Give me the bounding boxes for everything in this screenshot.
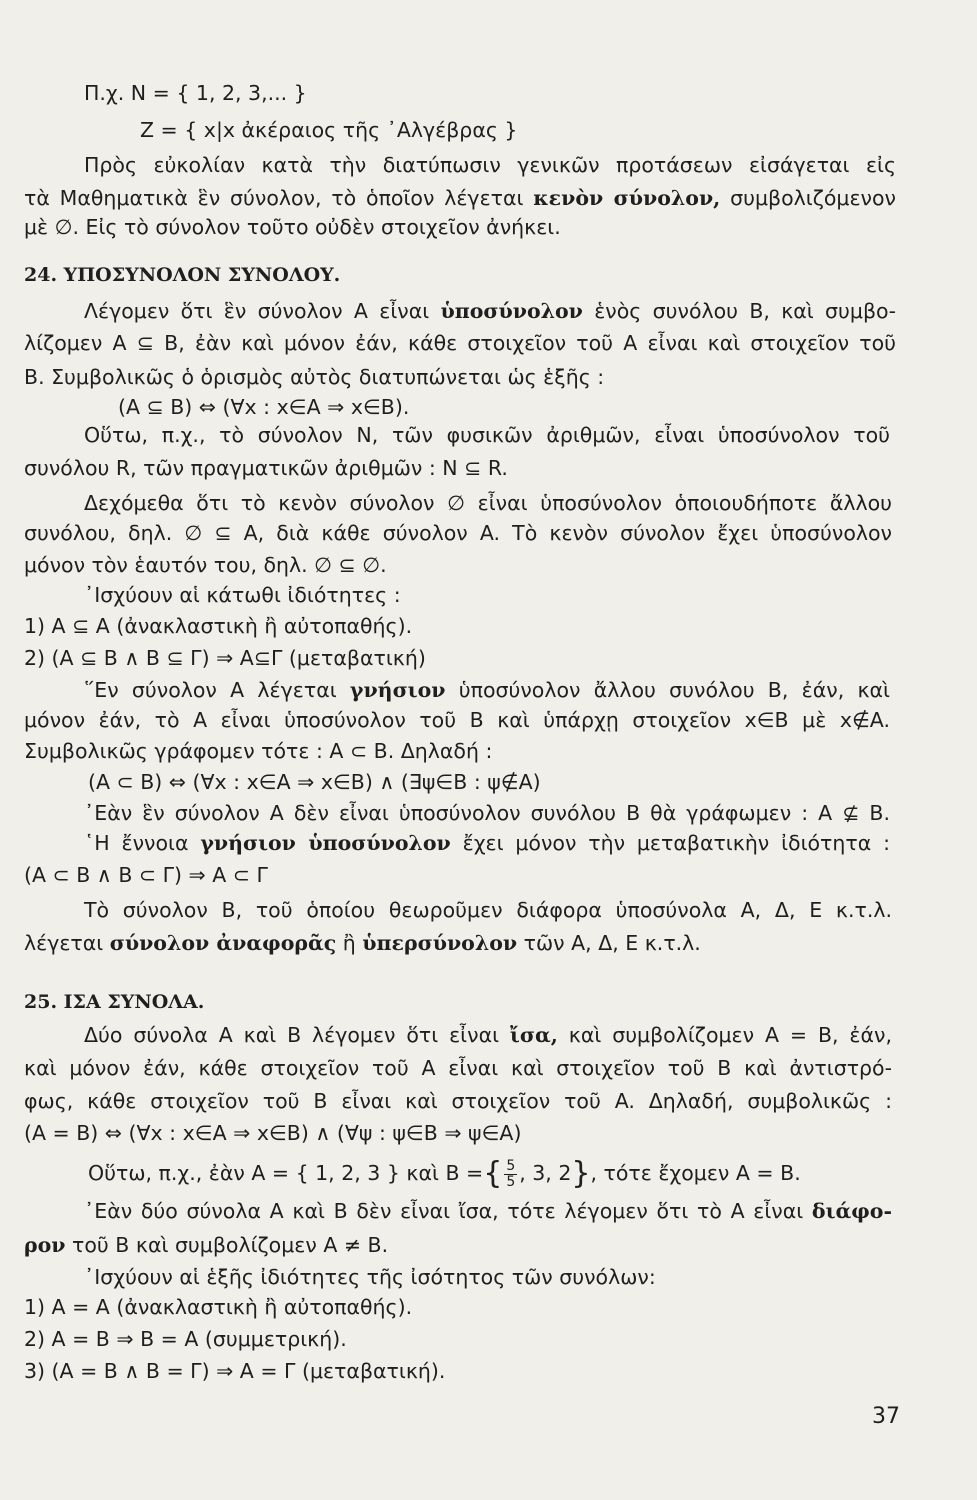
text-line: B. Συμβολικῶς ὁ ὁρισμὸς αὐτὸς διατυπώνεται ὡς ἑξῆς :: [24, 365, 605, 389]
text-line: μὲ ∅. Εἰς τὸ σύνολον τοῦτο οὐδὲν στοιχεῖον ἀνήκει.: [24, 215, 561, 239]
property-item: 2) (A ⊆ B ∧ B ⊆ Γ) ⇒ A⊆Γ (μεταβατική): [24, 646, 426, 670]
text-line: ᾿Εὰν ἓν σύνολον A δὲν εἶναι ὑποσύνολον συνόλου B θὰ γράφωμεν : A ⊈ B.: [84, 801, 890, 825]
text-line: λίζομεν A ⊆ B, ἐὰν καὶ μόνον ἐάν, κάθε στοιχεῖον τοῦ A εἶναι καὶ στοιχεῖον τοῦ: [24, 331, 896, 355]
section-heading-25: 25. ΙΣΑ ΣΥΝΟΛΑ.: [24, 991, 205, 1013]
text-line: ῾Η ἔννοια γνήσιον ὑποσύνολον ἔχει μόνον τὴν μεταβατικὴν ἰδιότητα :: [84, 831, 890, 855]
text-line: μόνον ἐάν, τὸ A εἶναι ὑποσύνολον τοῦ B καὶ ὑπάρχῃ στοιχεῖον x∈B μὲ x∉A.: [24, 708, 890, 732]
property-item: 1) A = A (ἀνακλαστικὴ ἢ αὐτοπαθής).: [24, 1295, 413, 1319]
text-line: συνόλου R, τῶν πραγματικῶν ἀριθμῶν : N ⊆ R.: [24, 456, 508, 480]
text-line: Συμβολικῶς γράφομεν τότε : A ⊂ B. Δηλαδή :: [24, 739, 493, 763]
text-line: Πρὸς εὐκολίαν κατὰ τὴν διατύπωσιν γενικῶν προτάσεων εἰσάγεται εἰς: [84, 153, 896, 177]
text-line: Οὕτω, π.χ., τὸ σύνολον N, τῶν φυσικῶν ἀριθμῶν, εἶναι ὑποσύνολον τοῦ: [84, 423, 890, 447]
text-line: Δύο σύνολα A καὶ B λέγομεν ὅτι εἶναι ἴσα, καὶ συμβολίζομεν A = B, ἐάν,: [84, 1023, 892, 1047]
text-line: ρον τοῦ B καὶ συμβολίζομεν A ≠ B.: [24, 1233, 389, 1257]
formula-line: (A ⊂ B ∧ B ⊂ Γ) ⇒ A ⊂ Γ: [24, 863, 268, 887]
fraction: $\frac{5}{5}$: [506, 1157, 516, 1190]
formula-line: (A = B) ⇔ (∀x : x∈A ⇒ x∈B) ∧ (∀ψ : ψ∈B ⇒ ψ∈A): [24, 1121, 522, 1145]
text-line: Λέγομεν ὅτι ἓν σύνολον A εἶναι ὑποσύνολον ἑνὸς συνόλου B, καὶ συμβο-: [84, 299, 896, 323]
text-line: ᾿Εὰν δύο σύνολα A καὶ B δὲν εἶναι ἴσα, τότε λέγομεν ὅτι τὸ A εἶναι διάφο-: [84, 1199, 892, 1223]
property-item: 3) (A = B ∧ B = Γ) ⇒ A = Γ (μεταβατική).: [24, 1359, 446, 1383]
text-line: Τὸ σύνολον B, τοῦ ὁποίου θεωροῦμεν διάφορα ὑποσύνολα A, Δ, E κ.τ.λ.: [84, 898, 892, 922]
example-line: Οὕτω, π.χ., ἐὰν A = { 1, 2, 3 } καὶ B ={ $\frac{5}{5}$ , 3, 2}, τότε ἔχομεν A = B.: [88, 1156, 801, 1191]
example-line-N: Π.χ. N = { 1, 2, 3,... }: [84, 81, 307, 105]
text-line: ᾿Ισχύουν αἱ ἑξῆς ἰδιότητες τῆς ἰσότητος τῶν συνόλων:: [84, 1265, 656, 1289]
text-line: λέγεται σύνολον ἀναφορᾶς ἢ ὑπερσύνολον τῶν A, Δ, E κ.τ.λ.: [24, 931, 701, 955]
section-heading-24: 24. ΥΠΟΣΥΝΟΛΟΝ ΣΥΝΟΛΟΥ.: [24, 264, 341, 286]
text-line: φως, κάθε στοιχεῖον τοῦ B εἶναι καὶ στοιχεῖον τοῦ A. Δηλαδή, συμβολικῶς :: [24, 1089, 892, 1113]
formula-line: (A ⊂ B) ⇔ (∀x : x∈A ⇒ x∈B) ∧ (∃ψ∈B : ψ∉A): [88, 770, 541, 794]
text-line: ῞Εν σύνολον A λέγεται γνήσιον ὑποσύνολον ἄλλου συνόλου B, ἐάν, καὶ: [84, 678, 890, 702]
text-line: μόνον τὸν ἑαυτόν του, δηλ. ∅ ⊆ ∅.: [24, 553, 387, 577]
text-line: καὶ μόνον ἐάν, κάθε στοιχεῖον τοῦ A εἶναι καὶ στοιχεῖον τοῦ B καὶ ἀντιστρό-: [24, 1056, 892, 1080]
text-line: τὰ Μαθηματικὰ ἓν σύνολον, τὸ ὁποῖον λέγεται κενὸν σύνολον, συμβολιζόμενον: [24, 186, 896, 210]
formula-line: (A ⊆ B) ⇔ (∀x : x∈A ⇒ x∈B).: [118, 395, 410, 419]
text-line: ᾿Ισχύουν αἱ κάτωθι ἰδιότητες :: [84, 583, 401, 607]
page-number: 37: [872, 1404, 900, 1429]
property-item: 2) A = B ⇒ B = A (συμμετρική).: [24, 1327, 347, 1351]
property-item: 1) A ⊆ A (ἀνακλαστικὴ ἢ αὐτοπαθής).: [24, 614, 413, 638]
example-line-Z: Z = { x|x ἀκέραιος τῆς ᾿Αλγέβρας }: [140, 118, 518, 142]
text-line: συνόλου, δηλ. ∅ ⊆ A, διὰ κάθε σύνολον A. Τὸ κενὸν σύνολον ἔχει ὑποσύνολον: [24, 521, 892, 545]
text-line: Δεχόμεθα ὅτι τὸ κενὸν σύνολον ∅ εἶναι ὑποσύνολον ὁποιουδήποτε ἄλλου: [84, 491, 892, 515]
